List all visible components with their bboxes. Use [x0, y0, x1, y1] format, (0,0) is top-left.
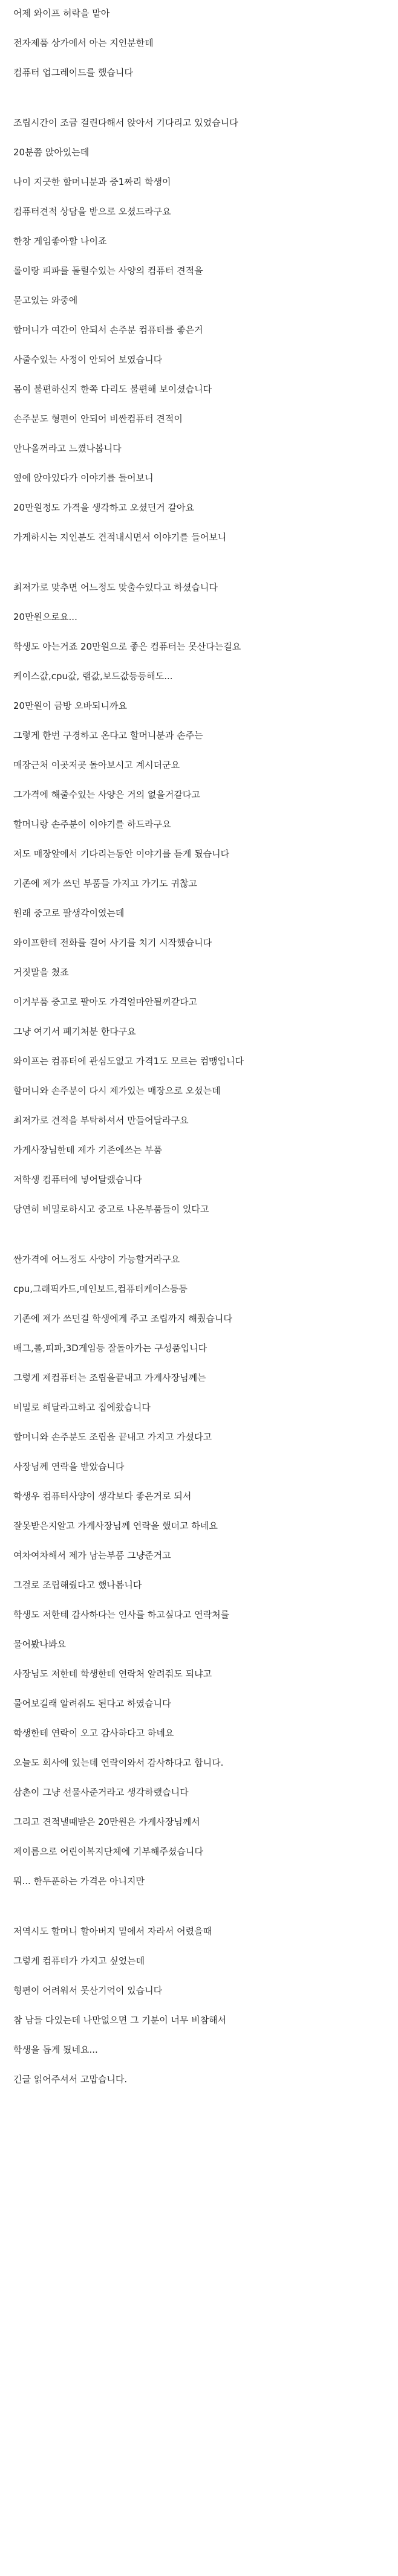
post-line-64: 그렇게 컴퓨터가 가지고 싶었는데 — [13, 1955, 145, 1966]
post-line-48: 사장님께 연락을 받았습니다 — [13, 1461, 125, 1472]
post-line-40: 당연히 비밀로하시고 중고로 나온부품들이 있다고 — [13, 1204, 209, 1215]
post-line-38: 가게사장님한테 제가 기존에쓰는 부품 — [13, 1144, 163, 1155]
post-line-30: 원래 중고로 팔생각이였는데 — [13, 908, 125, 918]
post-line-1: 어제 와이프 허락을 맡아 — [13, 8, 110, 19]
post-line-42: cpu,그래픽카드,메인보드,컴퓨터케이스등등 — [13, 1283, 188, 1294]
post-line-41: 싼가격에 어느정도 사양이 가능할거라구요 — [13, 1254, 180, 1265]
post-line-3: 컴퓨터 업그레이드를 했습니다 — [13, 67, 133, 78]
post-line-63: 저역시도 할머니 할아버지 밑에서 자라서 어렸을때 — [13, 1926, 212, 1937]
post-line-44: 배그,롤,피파,3D게임등 잘돌아가는 구성품입니다 — [13, 1343, 207, 1354]
post-line-52: 그걸로 조립해줬다고 했나봅니다 — [13, 1580, 142, 1590]
post-line-18: 가게하시는 지인분도 견적내시면서 이야기를 들어보니 — [13, 532, 227, 543]
post-line-56: 물어보길래 알려줘도 된다고 하였습니다 — [13, 1698, 171, 1709]
post-line-22: 케이스값,cpu값, 램값,보드값등등해도... — [13, 671, 173, 682]
post-line-17: 20만원정도 가격을 생각하고 오셨던거 같아요 — [13, 502, 194, 513]
post-line-32: 거짓말을 쳤죠 — [13, 967, 69, 978]
post-line-62: 뭐... 한두푼하는 가격은 아니지만 — [13, 1876, 145, 1887]
post-line-50: 잘못받은지알고 가게사장님께 연락을 했더고 하네요 — [13, 1520, 218, 1531]
post-line-20: 20만원으로요... — [13, 612, 77, 622]
post-line-24: 그렇게 한번 구경하고 온다고 할머니분과 손주는 — [13, 730, 203, 741]
post-line-67: 학생을 돕게 됬네요... — [13, 2044, 98, 2055]
post-line-60: 그리고 견적낼때받은 20만원은 가게사장님께서 — [13, 1816, 200, 1827]
post-line-31: 와이프한테 전화를 걸어 사기를 치기 시작했습니다 — [13, 937, 212, 948]
post-line-51: 여차여차해서 제가 남는부품 그냥준거고 — [13, 1550, 171, 1561]
post-line-28: 저도 매장앞에서 기다리는동안 이야기를 듣게 됬습니다 — [13, 848, 230, 859]
post-line-65: 형편이 어려워서 못산기억이 있습니다 — [13, 1985, 163, 1996]
post-line-14: 손주분도 형편이 안되어 비싼컴퓨터 견적이 — [13, 413, 183, 424]
post-line-43: 기존에 제가 쓰던걸 학생에게 주고 조립까지 해줬습니다 — [13, 1313, 232, 1324]
post-line-9: 롤이랑 피파를 돌릴수있는 사양의 컴퓨터 견적을 — [13, 265, 203, 276]
post-line-8: 한창 게임좋아할 나이죠 — [13, 236, 107, 247]
post-line-37: 최저가로 견적을 부탁하셔서 만들어달라구요 — [13, 1115, 189, 1126]
post-line-23: 20만원이 금방 오바되니까요 — [13, 700, 128, 711]
post-line-45: 그렇게 제컴퓨터는 조립을끝내고 가게사장님께는 — [13, 1372, 206, 1383]
post-line-2: 전자제품 상가에서 아는 지인분한테 — [13, 37, 154, 48]
post-line-49: 학생우 컴퓨터사양이 생각보다 좋은거로 되서 — [13, 1491, 192, 1502]
post-line-5: 20분쯤 앉아있는데 — [13, 147, 90, 158]
post-line-29: 기존에 제가 쓰던 부품들 가지고 가기도 귀찮고 — [13, 878, 197, 889]
post-line-21: 학생도 아는거죠 20만원으로 좋은 컴퓨터는 못산다는걸요 — [13, 641, 241, 652]
post-line-59: 삼촌이 그냥 선물사준거라고 생각하랬습니다 — [13, 1787, 189, 1798]
post-line-13: 몸이 불편하신지 한쪽 다리도 불편해 보이셨습니다 — [13, 384, 212, 395]
post-line-36: 할머니와 손주분이 다시 제가있는 매장으로 오셨는데 — [13, 1085, 221, 1096]
post-line-39: 저학생 컴퓨터에 넣어달랬습니다 — [13, 1174, 142, 1185]
post-line-53: 학생도 저한테 감사하다는 인사를 하고싶다고 연락처를 — [13, 1609, 230, 1620]
post-line-46: 비밀로 해달라고하고 집에왔습니다 — [13, 1402, 151, 1413]
post-line-33: 이거부품 중고로 팔아도 가격얼마안될꺼같다고 — [13, 996, 198, 1007]
post-line-10: 묻고있는 와중에 — [13, 295, 78, 306]
post-line-25: 매장근처 이곳저곳 돌아보시고 계시더군요 — [13, 760, 180, 770]
post-line-4: 조립시간이 조금 걸린다해서 앉아서 기다리고 있었습니다 — [13, 117, 238, 128]
post-line-15: 안나올꺼라고 느꼈나봅니다 — [13, 443, 122, 454]
post-line-61: 제이름으로 어린이복지단체에 기부해주셨습니다 — [13, 1846, 203, 1857]
post-line-54: 물어봤나봐요 — [13, 1639, 66, 1650]
post-line-66: 참 남들 다있는데 나만없으면 그 기분이 너무 비참해서 — [13, 2015, 227, 2026]
post-line-6: 나이 지긋한 할머니분과 중1짜리 학생이 — [13, 176, 171, 187]
post-line-11: 할머니가 여간이 안되서 손주분 컴퓨터를 좋은거 — [13, 324, 203, 335]
post-line-16: 옆에 앉아있다가 이야기를 들어보니 — [13, 473, 154, 483]
post-line-19: 최저가로 맞추면 어느정도 맞출수있다고 하셨습니다 — [13, 582, 218, 593]
post-line-27: 할머니랑 손주분이 이야기를 하드라구요 — [13, 819, 171, 830]
post-line-34: 그냥 여기서 폐기처분 한다구요 — [13, 1026, 136, 1037]
post-line-55: 사장님도 저한테 학생한테 연락처 알려줘도 되냐고 — [13, 1668, 212, 1679]
post-line-12: 사줄수있는 사정이 안되어 보였습니다 — [13, 354, 163, 365]
post-line-35: 와이프는 컴퓨터에 관심도없고 가격1도 모르는 컴맹입니다 — [13, 1056, 244, 1067]
post-line-58: 오늘도 회사에 있는데 연락이와서 감사하다고 합니다. — [13, 1757, 224, 1768]
post-line-7: 컴퓨터견적 상담을 받으로 오셨드라구요 — [13, 206, 171, 217]
post-line-47: 할머니와 손주분도 조립을 끝내고 가지고 가셨다고 — [13, 1432, 212, 1442]
post-line-68: 긴글 읽어주셔서 고맙습니다. — [13, 2074, 128, 2085]
post-line-26: 그가격에 해줄수있는 사양은 거의 없을거같다고 — [13, 789, 200, 800]
post-line-57: 학생한테 연락이 오고 감사하다고 하네요 — [13, 1728, 174, 1738]
